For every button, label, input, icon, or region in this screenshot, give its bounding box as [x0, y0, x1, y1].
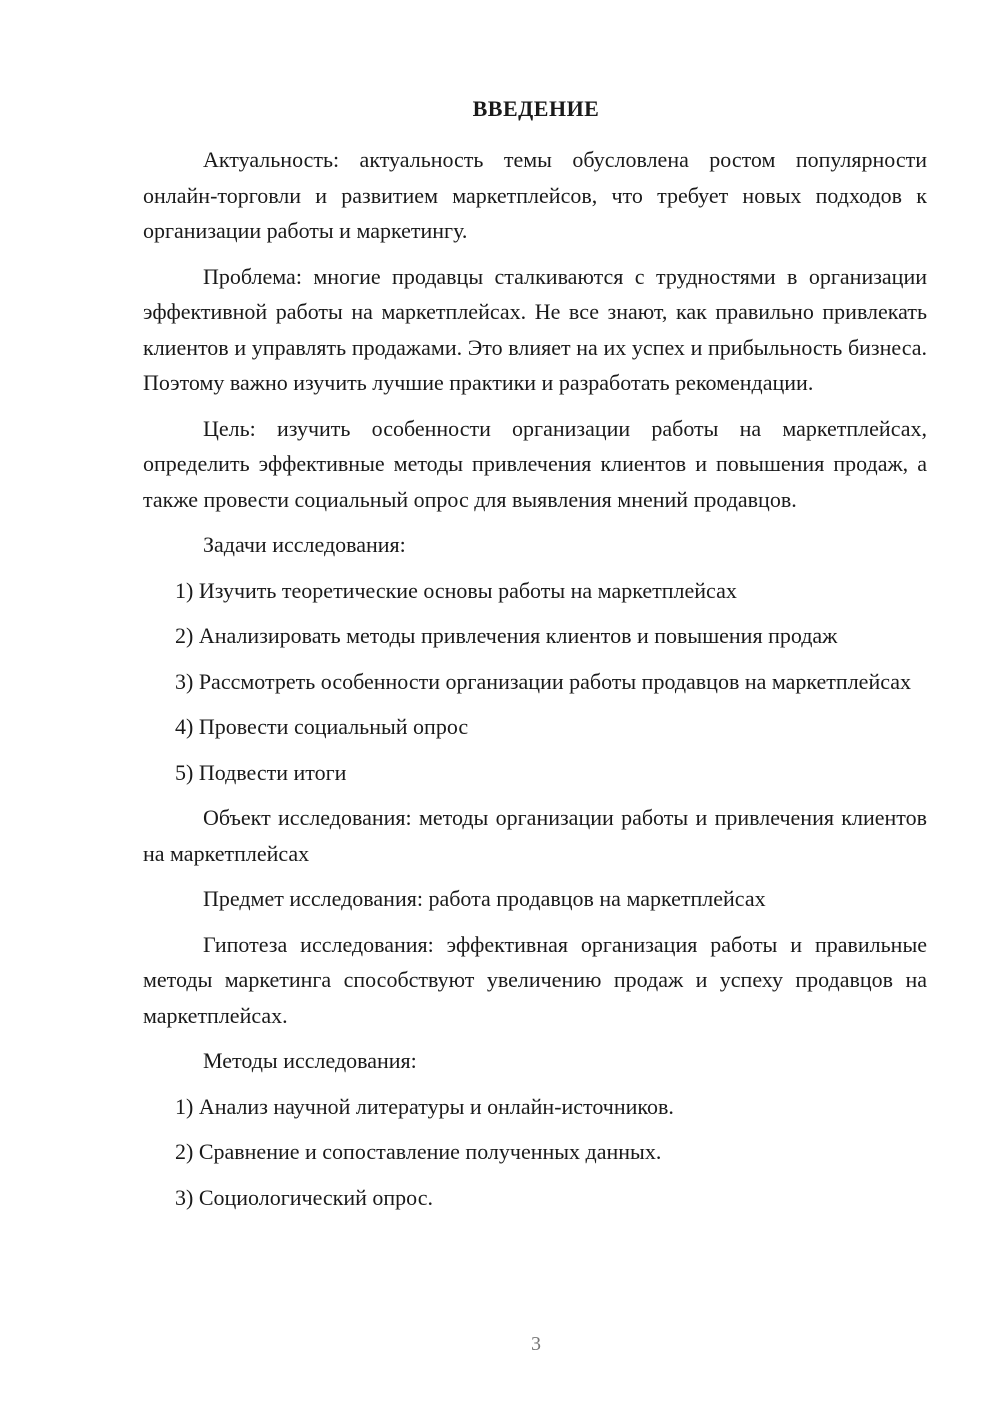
paragraph-goal: Цель: изучить особенности организации работы на маркетплейсах, определить эффективные методы привлечения клиентов и повышения продаж, а также провести социальный опрос для выявления мнений продавцов. [143, 415, 927, 512]
paragraph-object: Объект исследования: методы организации работы и привлечения клиентов на маркетплейсах [143, 805, 927, 866]
paragraph-hypothesis: Гипотеза исследования: эффективная организация работы и правильные методы маркетинга способствуют увеличению продаж и успеху продавцов на маркетплейсах. [143, 931, 927, 1028]
list-item-method-1: 1) Анализ научной литературы и онлайн-источников. [175, 1093, 674, 1119]
paragraph-problem: Проблема: многие продавцы сталкиваются с трудностями в организации эффективной работы на маркетплейсах. Не все знают, как правильно привлекать клиентов и управлять продажами. Это влияет на их успех и прибыльность бизнеса. Поэтому важно изучить лучшие практики и разработать рекомендации. [143, 263, 927, 395]
list-item-method-2: 2) Сравнение и сопоставление полученных данных. [175, 1139, 662, 1164]
paragraph-relevance: Актуальность: актуальность темы обусловлена ростом популярности онлайн-торговли и развитием маркетплейсов, что требует новых подходов к организации работы и маркетингу. [143, 147, 927, 243]
list-item-task-5: 5) Подвести итоги [175, 759, 347, 785]
paragraph-tasks-heading: Задачи исследования: [203, 532, 406, 557]
page-title: ВВЕДЕНИЕ [472, 96, 600, 121]
list-item-task-3: 3) Рассмотреть особенности организации работы продавцов на маркетплейсах [175, 668, 912, 694]
list-item-task-2: 2) Анализировать методы привлечения клиентов и повышения продаж [175, 623, 838, 648]
list-item-task-1: 1) Изучить теоретические основы работы на маркетплейсах [175, 577, 737, 603]
list-item-method-3: 3) Социологический опрос. [175, 1184, 433, 1210]
paragraph-subject: Предмет исследования: работа продавцов на маркетплейсах [203, 886, 766, 911]
list-item-task-4: 4) Провести социальный опрос [175, 714, 469, 739]
paragraph-methods-heading: Методы исследования: [203, 1048, 417, 1073]
document-body [143, 142, 927, 1225]
page-number: 3 [531, 1333, 541, 1355]
